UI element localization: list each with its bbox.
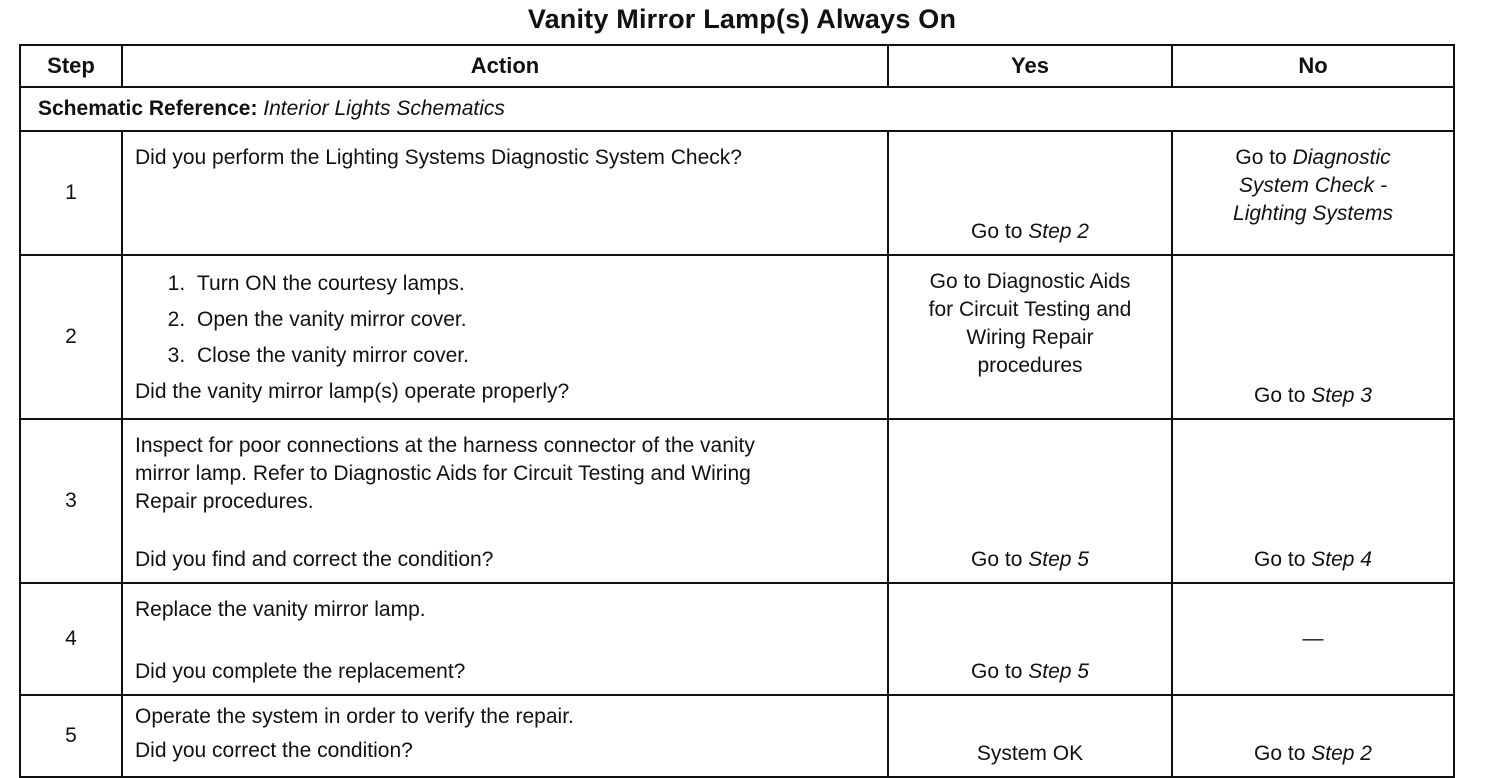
no-prefix: Go to [1235, 146, 1293, 169]
step-number: 2 [20, 255, 122, 419]
header-no: No [1172, 45, 1454, 87]
schematic-link[interactable]: Interior Lights Schematics [263, 97, 505, 120]
action-cell [122, 255, 888, 419]
action-cell [122, 695, 888, 777]
yes-cell [888, 131, 1172, 255]
no-link[interactable]: Step 2 [1311, 742, 1372, 765]
yes-cell [888, 583, 1172, 695]
step-number: 4 [20, 583, 122, 695]
yes-link[interactable]: Go to Diagnostic Aids for Circuit Testing and Wiring Repair procedures [928, 270, 1132, 377]
table-row [20, 419, 1454, 583]
action-text: Operate the system in order to verify the repair. [135, 705, 574, 728]
no-dash: — [1302, 627, 1324, 650]
no-cell [1172, 131, 1454, 255]
list-item: 1. Turn ON the courtesy lamps. [191, 266, 875, 302]
table-row [20, 131, 1454, 255]
yes-prefix: Go to [971, 220, 1029, 243]
table-row [20, 255, 1454, 419]
header-row [20, 45, 1454, 87]
no-prefix: Go to [1254, 548, 1312, 571]
list-item: 3. Close the vanity mirror cover. [191, 338, 875, 374]
step-number: 3 [20, 419, 122, 583]
action-question: Did you correct the condition? [135, 739, 413, 762]
yes-link[interactable]: Step 5 [1028, 660, 1089, 683]
yes-link[interactable]: System OK [976, 742, 1084, 765]
yes-link[interactable]: Step 5 [1028, 548, 1089, 571]
schematic-row [20, 87, 1454, 131]
table-row [20, 583, 1454, 695]
action-question: Did the vanity mirror lamp(s) operate properly? [135, 380, 570, 403]
header-step: Step [20, 45, 122, 87]
no-link[interactable]: Step 4 [1311, 548, 1372, 571]
table-row [20, 695, 1454, 777]
step-number: 5 [20, 695, 122, 777]
action-text: Replace the vanity mirror lamp. [135, 598, 426, 621]
list-item: 2. Open the vanity mirror cover. [191, 302, 875, 338]
no-cell [1172, 419, 1454, 583]
yes-prefix: Go to [971, 548, 1029, 571]
no-link[interactable]: Diagnostic System Check - Lighting Systems [1233, 146, 1393, 225]
no-link[interactable]: Step 3 [1311, 384, 1372, 407]
action-question: Did you find and correct the condition? [135, 548, 494, 571]
no-cell [1172, 583, 1454, 695]
action-cell [122, 583, 888, 695]
action-question: Did you complete the replacement? [135, 660, 466, 683]
no-prefix: Go to [1254, 742, 1312, 765]
yes-link[interactable]: Step 2 [1028, 220, 1089, 243]
action-text: Did you perform the Lighting Systems Diagnostic System Check? [135, 146, 742, 169]
action-text: Inspect for poor connections at the harness connector of the vanity mirror lamp. Refer to Diagnostic Aids for Circuit Testing and Wiring Repair procedures. [135, 434, 755, 513]
page-title: Vanity Mirror Lamp(s) Always On [527, 4, 957, 34]
no-prefix: Go to [1254, 384, 1312, 407]
yes-prefix: Go to [971, 660, 1029, 683]
action-cell [122, 419, 888, 583]
header-action: Action [122, 45, 888, 87]
step-number: 1 [20, 131, 122, 255]
yes-cell [888, 255, 1172, 419]
schematic-reference [20, 87, 1454, 131]
header-yes: Yes [888, 45, 1172, 87]
diagnostic-table [19, 44, 1455, 778]
action-list [135, 266, 875, 374]
yes-cell [888, 695, 1172, 777]
action-cell [122, 131, 888, 255]
no-cell [1172, 255, 1454, 419]
schematic-label: Schematic Reference: [38, 97, 258, 120]
yes-cell [888, 419, 1172, 583]
no-cell [1172, 695, 1454, 777]
